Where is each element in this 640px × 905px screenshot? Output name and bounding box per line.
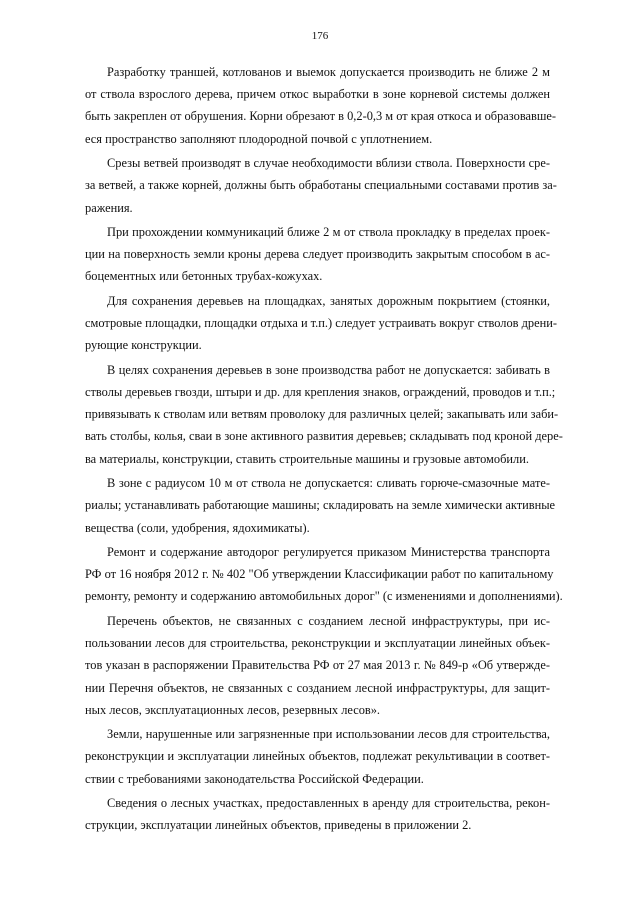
paragraph: [85, 359, 563, 470]
paragraph-line: быть закреплен от обрушения. Корни обрезают в 0,2-0,3 м от края откоса и образовавше-: [85, 109, 557, 124]
paragraph: [85, 541, 563, 608]
paragraph-line: Земли, нарушенные или загрязненные при использовании лесов для строительства,: [107, 727, 550, 742]
paragraph-line: ва материалы, конструкции, ставить строительные машины и грузовые автомобили.: [85, 451, 529, 466]
paragraph-line: ных лесов, эксплуатационных лесов, резервных лесов».: [85, 702, 381, 717]
page-number: 176: [311, 30, 329, 42]
paragraph-line: вать столбы, колья, сваи в зоне активного развития деревьев; складывать под кроной дере-: [85, 429, 563, 444]
paragraph-line: струкции, эксплуатации линейных объектов, приведены в приложении 2.: [85, 818, 472, 833]
paragraph: [85, 610, 550, 721]
paragraph-line: от ствола взрослого дерева, причем откос выработки в зоне корневой системы должен: [85, 87, 550, 102]
paragraph: [85, 290, 558, 357]
paragraph-line: Сведения о лесных участках, предоставленных в аренду для строительства, рекон-: [107, 796, 550, 811]
paragraph-line: ции на поверхность земли кроны дерева следует производить закрытым способом в ас-: [85, 247, 550, 262]
paragraph: [85, 61, 557, 150]
document-body: [85, 61, 563, 839]
paragraph-line: Ремонт и содержание автодорог регулируется приказом Министерства транспорта: [107, 545, 550, 560]
paragraph-line: Перечень объектов, не связанных с созданием лесной инфраструктуры, при ис-: [107, 613, 550, 628]
paragraph-line: Срезы ветвей производят в случае необходимости вблизи ствола. Поверхности сре-: [107, 156, 550, 171]
paragraph: [85, 792, 550, 836]
paragraph-line: рующие конструкции.: [85, 338, 202, 353]
paragraph-line: В зоне с радиусом 10 м от ствола не допускается: сливать горюче-смазочные мате-: [107, 476, 550, 491]
paragraph-line: ствии с требованиями законодательства Российской Федерации.: [85, 771, 424, 786]
paragraph-line: боцементных или бетонных трубах-кожухах.: [85, 269, 323, 284]
paragraph-line: ражения.: [85, 200, 133, 215]
paragraph: [85, 221, 550, 288]
paragraph-line: стволы деревьев гвозди, штыри и др. для крепления знаков, ограждений, проводов и т.п.;: [85, 385, 556, 400]
paragraph-line: привязывать к стволам или ветвям проволоку для различных целей; закапывать или заби-: [85, 407, 559, 422]
paragraph-line: Разработку траншей, котлованов и выемок допускается производить не ближе 2 м: [107, 65, 550, 79]
paragraph: [85, 723, 550, 790]
paragraph-line: ремонту, ремонту и содержанию автомобильных дорог" (с изменениями и дополнениями).: [85, 589, 563, 604]
paragraph-line: вещества (соли, удобрения, ядохимикаты).: [85, 520, 310, 535]
paragraph-line: смотровые площадки, площадки отдыха и т.п.) следует устраивать вокруг стволов дрени-: [85, 316, 558, 331]
paragraph-line: за ветвей, а также корней, должны быть обработаны специальными составами против за-: [85, 178, 557, 193]
paragraph-line: Для сохранения деревьев на площадках, занятых дорожным покрытием (стоянки,: [107, 293, 550, 308]
paragraph: [85, 152, 557, 219]
paragraph: [85, 472, 556, 539]
paragraph-line: риалы; устанавливать работающие машины; складировать на земле химически активные: [85, 498, 556, 513]
paragraph-line: еся пространство заполняют плодородной почвой с уплотнением.: [85, 131, 433, 146]
paragraph-line: нии Перечня объектов, не связанных с созданием лесной инфраструктуры, для защит-: [85, 680, 550, 695]
paragraph-line: РФ от 16 ноября 2012 г. № 402 "Об утверждении Классификации работ по капитальному: [85, 567, 554, 582]
paragraph-line: В целях сохранения деревьев в зоне производства работ не допускается: забивать в: [107, 362, 550, 377]
paragraph-line: пользовании лесов для строительства, реконструкции и эксплуатации линейных объек-: [85, 636, 550, 651]
paragraph-line: реконструкции и эксплуатации линейных объектов, подлежат рекультивации в соответ-: [85, 749, 550, 764]
paragraph-line: При прохождении коммуникаций ближе 2 м от ствола прокладку в пределах проек-: [107, 225, 550, 240]
paragraph-line: тов указан в распоряжении Правительства РФ от 27 мая 2013 г. № 849-р «Об утвержде-: [85, 658, 550, 673]
